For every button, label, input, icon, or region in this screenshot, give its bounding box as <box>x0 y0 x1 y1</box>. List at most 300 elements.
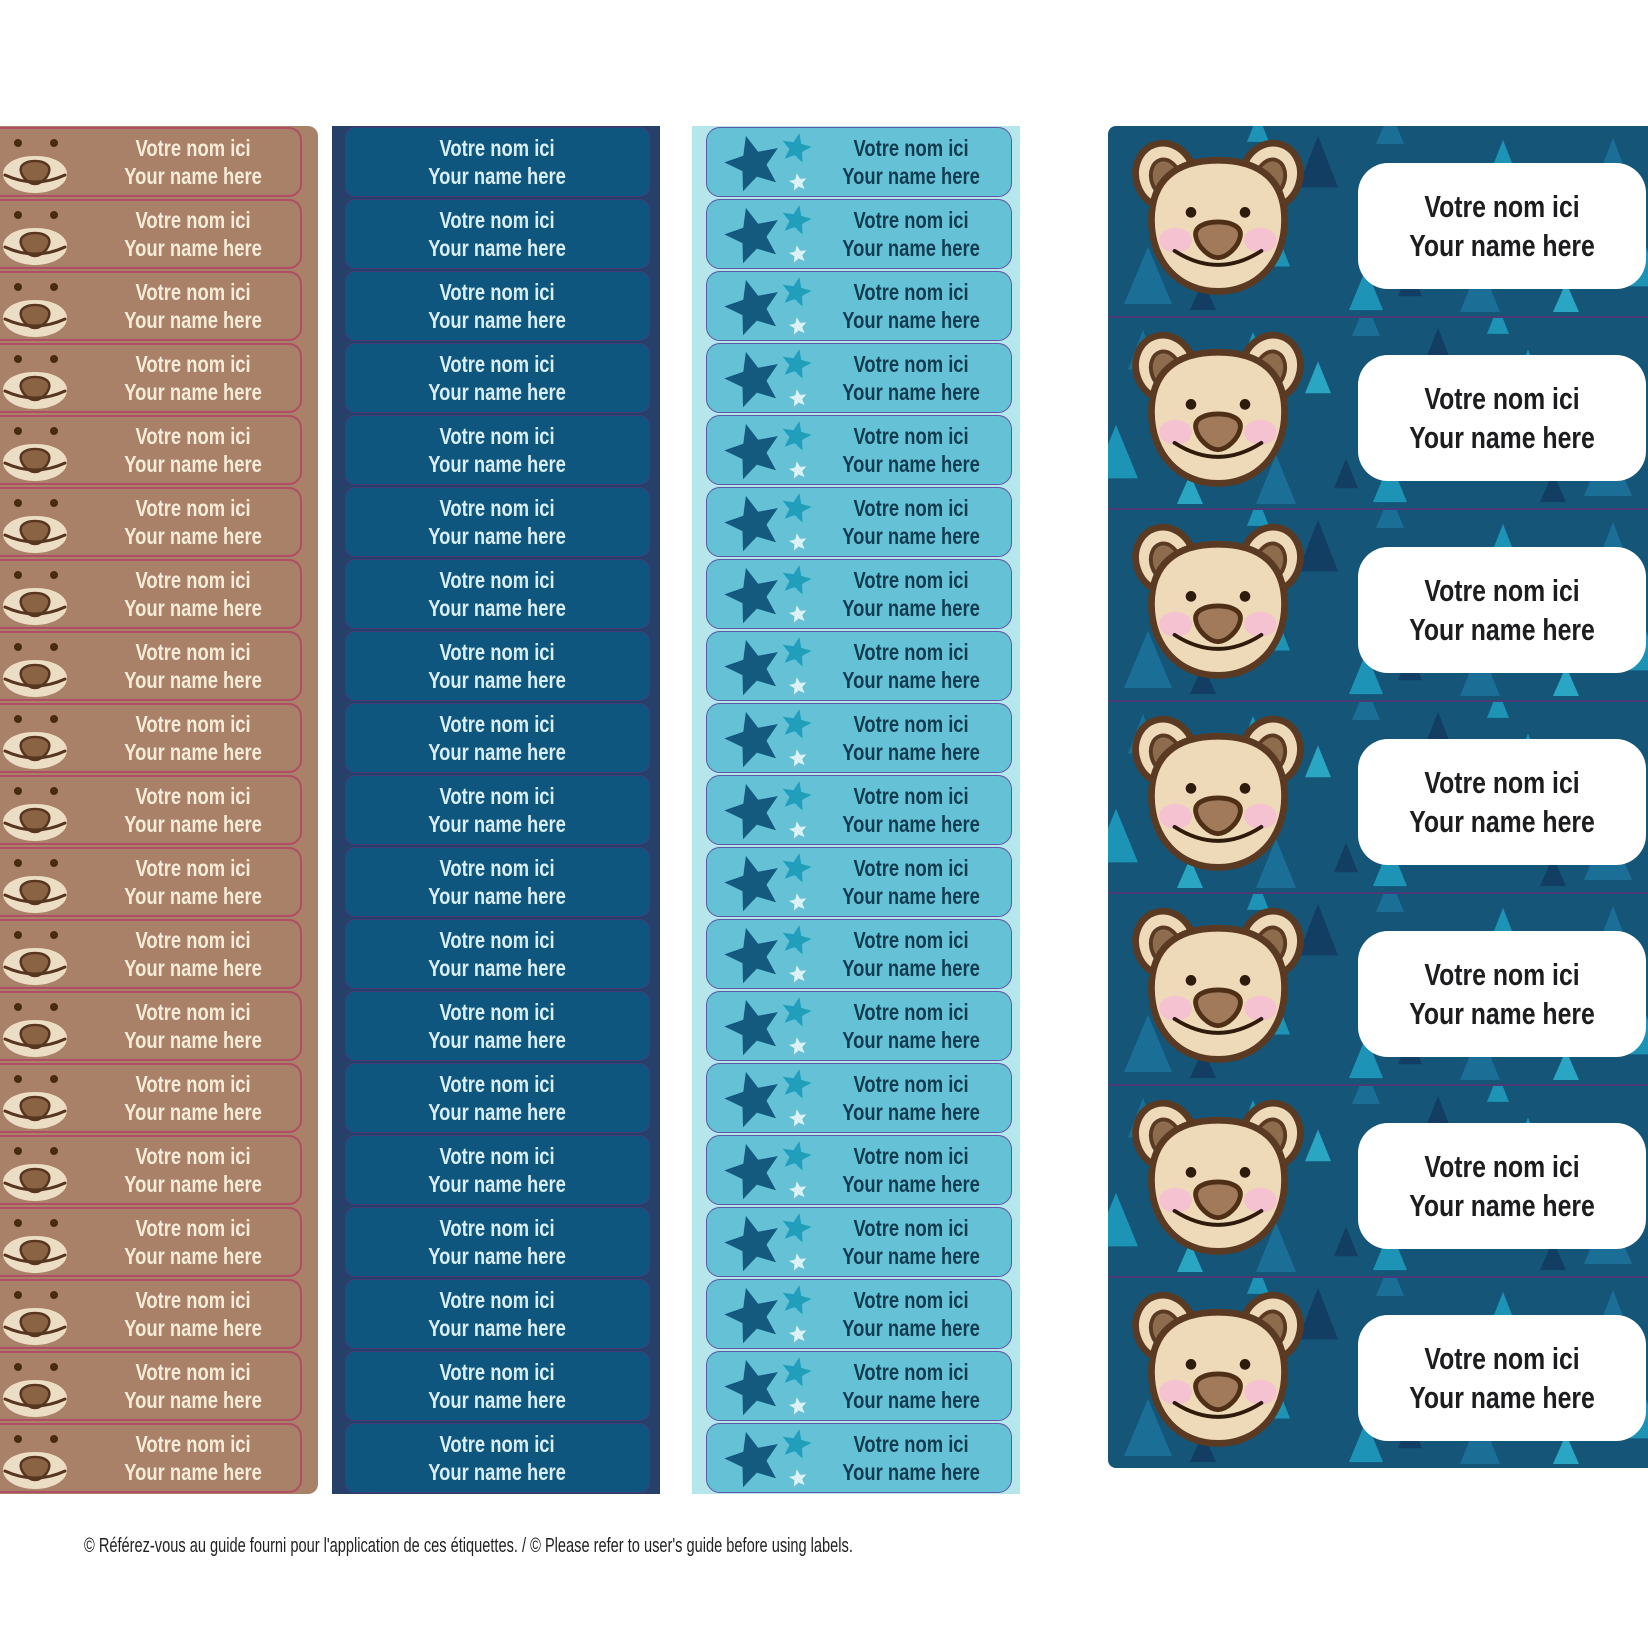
label-line-en: Your name here <box>1409 1380 1595 1416</box>
mini-label-stars <box>692 198 1020 270</box>
bear-muzzle-icon <box>0 1286 72 1348</box>
label-line-fr: Votre nom ici <box>439 1287 556 1313</box>
sheet-stars-strip <box>692 126 1020 1494</box>
label-line-en: Your name here <box>428 163 567 189</box>
stars-icon <box>713 417 823 485</box>
label-text <box>124 1358 262 1414</box>
large-label-bear <box>1108 700 1648 892</box>
label-frame <box>0 271 302 341</box>
label-text <box>842 206 980 262</box>
label-line-fr: Votre nom ici <box>1424 765 1580 801</box>
label-line-en: Your name here <box>842 307 980 333</box>
label-line-en: Your name here <box>842 811 980 837</box>
mini-label-stars <box>692 1206 1020 1278</box>
label-line-en: Your name here <box>428 595 567 621</box>
stars-icon <box>713 1209 823 1277</box>
label-text <box>842 494 980 550</box>
label-line-fr: Votre nom ici <box>135 1287 251 1313</box>
label-line-fr: Votre nom ici <box>853 1143 969 1169</box>
name-bubble <box>1358 931 1646 1057</box>
label-line-en: Your name here <box>842 1243 980 1269</box>
label-line-en: Your name here <box>428 1027 567 1053</box>
name-bubble <box>1358 1123 1646 1249</box>
label-line-fr: Votre nom ici <box>135 279 251 305</box>
label-frame <box>0 1423 302 1493</box>
label-line-fr: Votre nom ici <box>439 135 556 161</box>
label-frame <box>706 1423 1012 1493</box>
stars-icon <box>713 705 823 773</box>
mini-label-stars <box>692 558 1020 630</box>
mini-label-tan <box>0 630 318 702</box>
label-line-en: Your name here <box>428 379 567 405</box>
label-text <box>124 710 262 766</box>
mini-label-tan <box>0 990 318 1062</box>
label-frame <box>706 415 1012 485</box>
label-line-fr: Votre nom ici <box>135 783 251 809</box>
bear-face-icon <box>1120 523 1316 687</box>
label-frame <box>0 775 302 845</box>
label-frame <box>345 991 650 1061</box>
label-text <box>429 638 567 694</box>
stars-icon <box>713 993 823 1061</box>
label-frame <box>706 271 1012 341</box>
label-frame <box>0 127 302 197</box>
label-frame <box>345 415 650 485</box>
stars-icon <box>713 849 823 917</box>
mini-label-tan <box>0 270 318 342</box>
label-line-en: Your name here <box>428 1315 567 1341</box>
label-line-fr: Votre nom ici <box>439 495 556 521</box>
label-line-en: Your name here <box>124 1315 262 1341</box>
bear-muzzle-icon <box>0 134 72 196</box>
label-frame <box>345 127 650 197</box>
mini-label-navy <box>332 1422 660 1494</box>
mini-label-navy <box>332 126 660 198</box>
label-line-fr: Votre nom ici <box>135 999 251 1025</box>
label-text <box>124 350 262 406</box>
mini-label-navy <box>332 630 660 702</box>
label-text <box>1409 379 1595 457</box>
label-line-en: Your name here <box>124 163 262 189</box>
mini-label-tan <box>0 126 318 198</box>
bear-muzzle-icon <box>0 1142 72 1204</box>
large-label-bear <box>1108 126 1648 316</box>
label-line-en: Your name here <box>842 523 980 549</box>
label-text <box>124 782 262 838</box>
label-frame <box>706 487 1012 557</box>
label-frame <box>0 559 302 629</box>
stars-icon <box>713 273 823 341</box>
label-text <box>124 1070 262 1126</box>
bear-muzzle-icon <box>0 1358 72 1420</box>
label-frame <box>706 631 1012 701</box>
mini-label-navy <box>332 558 660 630</box>
label-text <box>842 1358 980 1414</box>
label-text <box>842 134 980 190</box>
mini-label-tan <box>0 1062 318 1134</box>
label-frame <box>706 559 1012 629</box>
bear-face-icon <box>1120 1291 1316 1455</box>
mini-label-tan <box>0 1278 318 1350</box>
bear-muzzle-icon <box>0 710 72 772</box>
label-line-en: Your name here <box>428 667 567 693</box>
label-line-en: Your name here <box>842 379 980 405</box>
mini-label-stars <box>692 1422 1020 1494</box>
label-frame <box>345 1063 650 1133</box>
label-text <box>429 1286 567 1342</box>
label-frame <box>706 1063 1012 1133</box>
label-line-en: Your name here <box>428 1171 567 1197</box>
label-line-en: Your name here <box>842 235 980 261</box>
stars-icon <box>713 1353 823 1421</box>
label-line-fr: Votre nom ici <box>439 855 556 881</box>
mini-label-stars <box>692 990 1020 1062</box>
label-frame <box>345 199 650 269</box>
label-text <box>842 422 980 478</box>
mini-label-navy <box>332 918 660 990</box>
mini-label-stars <box>692 1350 1020 1422</box>
bear-muzzle-icon <box>0 206 72 268</box>
label-line-en: Your name here <box>842 955 980 981</box>
mini-label-tan <box>0 846 318 918</box>
label-line-en: Your name here <box>842 1171 980 1197</box>
label-line-en: Your name here <box>428 1243 567 1269</box>
label-line-fr: Votre nom ici <box>853 207 969 233</box>
label-frame <box>345 1279 650 1349</box>
label-text <box>124 1214 262 1270</box>
label-line-en: Your name here <box>124 1459 262 1485</box>
label-line-en: Your name here <box>842 1387 980 1413</box>
mini-label-stars <box>692 1278 1020 1350</box>
label-line-fr: Votre nom ici <box>135 927 251 953</box>
label-line-en: Your name here <box>1409 228 1595 264</box>
label-text <box>429 1430 567 1486</box>
mini-label-navy <box>332 774 660 846</box>
label-line-en: Your name here <box>428 739 567 765</box>
large-label-bear <box>1108 892 1648 1084</box>
label-line-en: Your name here <box>842 595 980 621</box>
mini-label-stars <box>692 630 1020 702</box>
label-line-fr: Votre nom ici <box>439 279 556 305</box>
label-frame <box>0 703 302 773</box>
mini-label-tan <box>0 702 318 774</box>
label-line-fr: Votre nom ici <box>439 1431 556 1457</box>
label-text <box>429 854 567 910</box>
label-line-fr: Votre nom ici <box>853 927 969 953</box>
label-line-en: Your name here <box>428 883 567 909</box>
mini-label-navy <box>332 342 660 414</box>
label-text <box>1409 187 1595 265</box>
label-text <box>842 638 980 694</box>
label-text <box>124 494 262 550</box>
bear-face-icon <box>1120 139 1316 303</box>
label-text <box>1409 955 1595 1033</box>
label-frame <box>706 1135 1012 1205</box>
mini-label-navy <box>332 702 660 774</box>
label-line-fr: Votre nom ici <box>853 423 969 449</box>
label-text <box>124 278 262 334</box>
stars-icon <box>713 1425 823 1493</box>
name-bubble <box>1358 1315 1646 1441</box>
label-frame <box>0 1351 302 1421</box>
label-line-en: Your name here <box>124 379 262 405</box>
label-line-fr: Votre nom ici <box>853 135 969 161</box>
label-frame <box>345 703 650 773</box>
label-text <box>124 1286 262 1342</box>
usage-note: © Référez-vous au guide fourni pour l'application de ces étiquettes. / © Please refer to user's guide before using labels. <box>84 1535 853 1557</box>
bear-muzzle-icon <box>0 638 72 700</box>
label-line-en: Your name here <box>1409 612 1595 648</box>
label-line-fr: Votre nom ici <box>853 999 969 1025</box>
label-line-fr: Votre nom ici <box>135 1071 251 1097</box>
label-line-en: Your name here <box>428 235 567 261</box>
mini-label-navy <box>332 1278 660 1350</box>
mini-label-navy <box>332 486 660 558</box>
bear-face-icon <box>1120 715 1316 879</box>
label-line-fr: Votre nom ici <box>853 1071 969 1097</box>
label-line-fr: Votre nom ici <box>439 1143 556 1169</box>
stars-icon <box>713 1137 823 1205</box>
label-frame <box>0 1135 302 1205</box>
label-line-fr: Votre nom ici <box>1424 189 1580 225</box>
label-text <box>429 1070 567 1126</box>
mini-label-stars <box>692 486 1020 558</box>
large-label-bear <box>1108 1276 1648 1468</box>
label-line-en: Your name here <box>124 235 262 261</box>
bear-muzzle-icon <box>0 998 72 1060</box>
label-line-fr: Votre nom ici <box>439 567 556 593</box>
bear-muzzle-icon <box>0 350 72 412</box>
label-text <box>842 566 980 622</box>
label-line-en: Your name here <box>842 1459 980 1485</box>
label-line-fr: Votre nom ici <box>135 495 251 521</box>
bear-face-icon <box>1120 1099 1316 1263</box>
mini-label-stars <box>692 414 1020 486</box>
label-line-en: Your name here <box>428 307 567 333</box>
label-text <box>842 854 980 910</box>
label-text <box>842 1430 980 1486</box>
label-line-fr: Votre nom ici <box>135 1215 251 1241</box>
label-line-en: Your name here <box>1409 420 1595 456</box>
label-text <box>429 1358 567 1414</box>
stars-icon <box>713 777 823 845</box>
mini-label-stars <box>692 774 1020 846</box>
name-bubble <box>1358 355 1646 481</box>
label-text <box>124 854 262 910</box>
label-line-en: Your name here <box>842 1027 980 1053</box>
label-text <box>842 1070 980 1126</box>
label-line-fr: Votre nom ici <box>135 423 251 449</box>
sheet-tan-bear-strip <box>0 126 318 1494</box>
label-frame <box>706 991 1012 1061</box>
label-text <box>124 1430 262 1486</box>
label-frame <box>706 343 1012 413</box>
label-line-en: Your name here <box>124 955 262 981</box>
stars-icon <box>713 921 823 989</box>
mini-label-tan <box>0 558 318 630</box>
label-frame <box>706 1279 1012 1349</box>
label-text <box>842 710 980 766</box>
label-line-fr: Votre nom ici <box>439 351 556 377</box>
label-line-fr: Votre nom ici <box>135 639 251 665</box>
label-line-en: Your name here <box>124 523 262 549</box>
label-text <box>124 566 262 622</box>
label-line-fr: Votre nom ici <box>135 1359 251 1385</box>
label-text <box>429 710 567 766</box>
label-line-en: Your name here <box>124 595 262 621</box>
label-line-fr: Votre nom ici <box>135 207 251 233</box>
bear-muzzle-icon <box>0 1070 72 1132</box>
label-line-fr: Votre nom ici <box>853 1215 969 1241</box>
label-frame <box>345 487 650 557</box>
label-frame <box>706 127 1012 197</box>
label-text <box>429 494 567 550</box>
mini-label-tan <box>0 414 318 486</box>
label-line-fr: Votre nom ici <box>439 207 556 233</box>
bear-muzzle-icon <box>0 782 72 844</box>
name-bubble <box>1358 547 1646 673</box>
label-line-en: Your name here <box>842 883 980 909</box>
bear-muzzle-icon <box>0 494 72 556</box>
label-line-en: Your name here <box>124 811 262 837</box>
label-frame <box>0 991 302 1061</box>
label-frame <box>0 199 302 269</box>
label-line-en: Your name here <box>124 1027 262 1053</box>
label-text <box>842 998 980 1054</box>
mini-label-navy <box>332 846 660 918</box>
label-frame <box>0 631 302 701</box>
mini-label-navy <box>332 1134 660 1206</box>
label-frame <box>345 1135 650 1205</box>
label-text <box>1409 1147 1595 1225</box>
stars-icon <box>713 633 823 701</box>
label-text <box>124 422 262 478</box>
label-line-fr: Votre nom ici <box>439 423 556 449</box>
label-line-fr: Votre nom ici <box>439 1359 556 1385</box>
label-line-en: Your name here <box>124 739 262 765</box>
label-line-fr: Votre nom ici <box>135 1143 251 1169</box>
label-text <box>124 926 262 982</box>
label-line-en: Your name here <box>428 523 567 549</box>
label-text <box>842 926 980 982</box>
bear-muzzle-icon <box>0 278 72 340</box>
label-line-fr: Votre nom ici <box>853 279 969 305</box>
mini-label-tan <box>0 1350 318 1422</box>
label-frame <box>345 1351 650 1421</box>
label-line-fr: Votre nom ici <box>439 1215 556 1241</box>
large-label-bear <box>1108 316 1648 508</box>
label-line-en: Your name here <box>428 811 567 837</box>
label-text <box>429 278 567 334</box>
label-line-fr: Votre nom ici <box>853 1359 969 1385</box>
stars-icon <box>713 561 823 629</box>
label-line-fr: Votre nom ici <box>439 639 556 665</box>
mini-label-navy <box>332 1206 660 1278</box>
label-line-fr: Votre nom ici <box>135 711 251 737</box>
label-line-en: Your name here <box>124 667 262 693</box>
label-line-en: Your name here <box>124 1243 262 1269</box>
large-label-bear <box>1108 1084 1648 1276</box>
label-line-fr: Votre nom ici <box>853 1287 969 1313</box>
label-frame <box>706 1207 1012 1277</box>
label-line-en: Your name here <box>842 451 980 477</box>
mini-label-navy <box>332 414 660 486</box>
mini-label-tan <box>0 1134 318 1206</box>
label-line-fr: Votre nom ici <box>439 1071 556 1097</box>
label-text <box>429 926 567 982</box>
label-frame <box>706 1351 1012 1421</box>
label-line-fr: Votre nom ici <box>439 999 556 1025</box>
label-text <box>124 206 262 262</box>
label-frame <box>345 271 650 341</box>
mini-label-tan <box>0 918 318 990</box>
label-frame <box>345 775 650 845</box>
label-line-fr: Votre nom ici <box>853 855 969 881</box>
label-text <box>429 1214 567 1270</box>
label-line-en: Your name here <box>428 955 567 981</box>
sheet-navy-plain-strip <box>332 126 660 1494</box>
label-line-fr: Votre nom ici <box>439 783 556 809</box>
label-line-en: Your name here <box>124 1099 262 1125</box>
label-line-fr: Votre nom ici <box>853 495 969 521</box>
label-line-fr: Votre nom ici <box>135 351 251 377</box>
label-line-fr: Votre nom ici <box>1424 1149 1580 1185</box>
label-frame <box>706 919 1012 989</box>
label-line-en: Your name here <box>1409 1188 1595 1224</box>
label-frame <box>706 199 1012 269</box>
mini-label-navy <box>332 198 660 270</box>
mini-label-navy <box>332 270 660 342</box>
label-text <box>429 1142 567 1198</box>
label-frame <box>345 631 650 701</box>
bear-muzzle-icon <box>0 422 72 484</box>
label-line-fr: Votre nom ici <box>1424 573 1580 609</box>
label-frame <box>345 847 650 917</box>
label-frame <box>345 1423 650 1493</box>
bear-muzzle-icon <box>0 566 72 628</box>
bear-face-icon <box>1120 907 1316 1071</box>
label-text <box>842 278 980 334</box>
label-line-en: Your name here <box>124 1171 262 1197</box>
stars-icon <box>713 1281 823 1349</box>
mini-label-stars <box>692 270 1020 342</box>
label-line-en: Your name here <box>124 883 262 909</box>
label-line-en: Your name here <box>1409 804 1595 840</box>
label-text <box>124 1142 262 1198</box>
label-line-en: Your name here <box>428 1099 567 1125</box>
mini-label-tan <box>0 198 318 270</box>
label-line-fr: Votre nom ici <box>853 783 969 809</box>
label-frame <box>0 1063 302 1133</box>
mini-label-stars <box>692 1134 1020 1206</box>
label-frame <box>345 1207 650 1277</box>
bear-muzzle-icon <box>0 1430 72 1492</box>
mini-label-stars <box>692 126 1020 198</box>
label-frame <box>345 919 650 989</box>
label-line-en: Your name here <box>842 667 980 693</box>
label-line-en: Your name here <box>428 1459 567 1485</box>
name-bubble <box>1358 163 1646 289</box>
label-line-fr: Votre nom ici <box>853 639 969 665</box>
mini-label-tan <box>0 1206 318 1278</box>
stars-icon <box>713 489 823 557</box>
label-line-fr: Votre nom ici <box>439 711 556 737</box>
label-line-en: Your name here <box>124 451 262 477</box>
stars-icon <box>713 1065 823 1133</box>
label-line-fr: Votre nom ici <box>135 1431 251 1457</box>
label-text <box>842 782 980 838</box>
label-line-en: Your name here <box>842 1315 980 1341</box>
